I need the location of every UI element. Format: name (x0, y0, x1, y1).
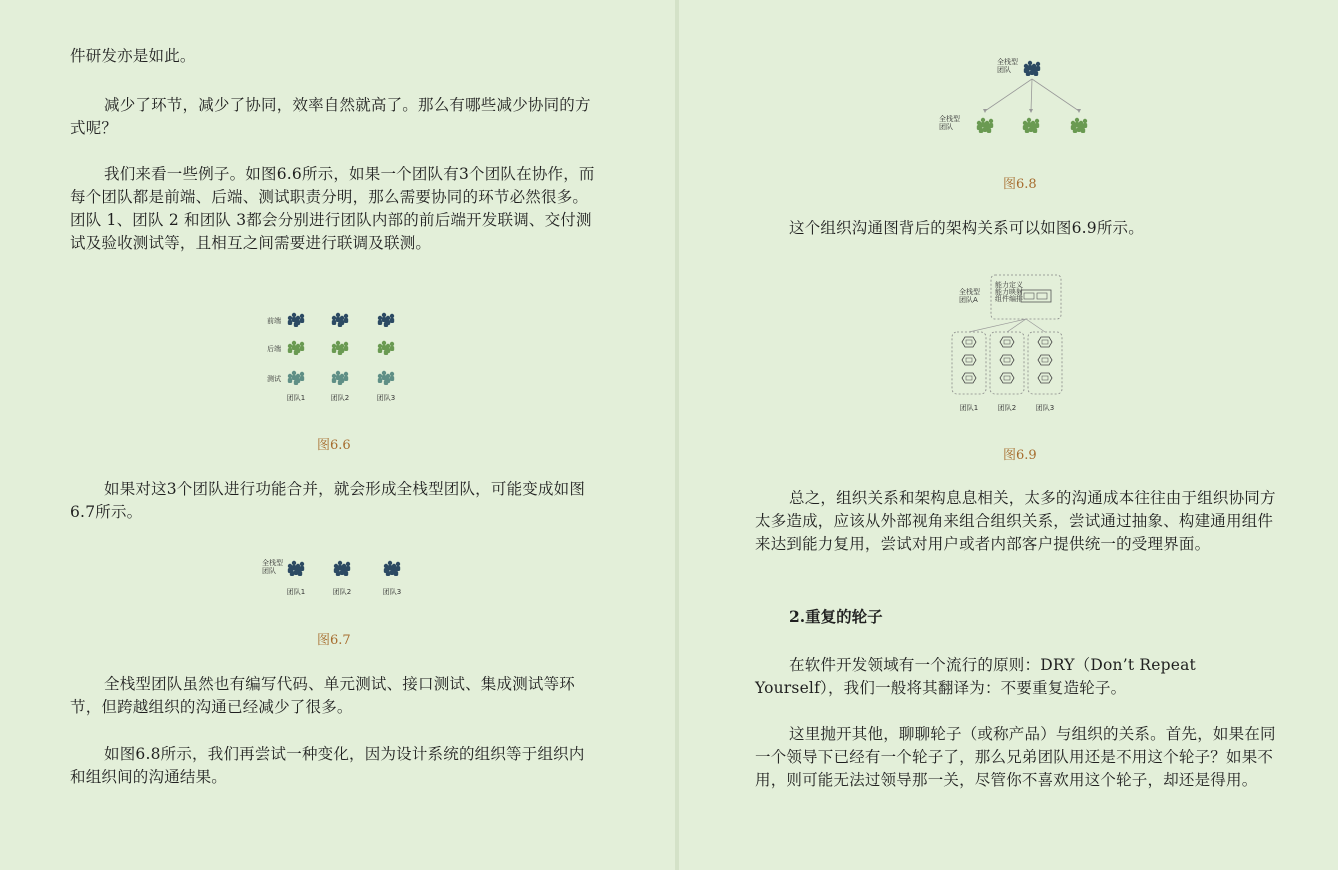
paragraph: 减少了环节，减少了协同，效率自然就高了。那么有哪些减少协同的方式呢？ (70, 96, 591, 137)
team-members-icon (378, 313, 394, 327)
team-label: 团队3 (1035, 404, 1055, 412)
team-members-icon (332, 313, 348, 327)
paragraph: 在软件开发领域有一个流行的原则：DRY（Don’t Repeat Yourself），我们一般将其翻译为：不要重复造轮子。 (755, 656, 1196, 697)
paragraph: 件研发亦是如此。 (70, 47, 196, 65)
fullstack-label: 全栈型 (262, 559, 283, 567)
figure-6-7 (262, 556, 412, 602)
component-icon (962, 355, 976, 365)
fullstack-team-icon (288, 561, 304, 576)
component-icon (962, 373, 976, 383)
component-icon (1038, 355, 1052, 365)
top-team-icon (1024, 61, 1040, 76)
paragraph: 这个组织沟通图背后的架构关系可以如图6.9所示。 (789, 219, 1144, 237)
fullstack-team-icon (977, 118, 993, 133)
team-members-icon (378, 371, 394, 385)
team-members-icon (288, 341, 304, 355)
component-icon (1000, 355, 1014, 365)
paragraph: 全栈型团队虽然也有编写代码、单元测试、接口测试、集成测试等环节，但跨越组织的沟通已经减少了很多。 (70, 675, 576, 716)
fullstack-team-icon (384, 561, 400, 576)
fullstack-label: 团队 (262, 567, 276, 575)
team-a-label: 全栈型 (959, 288, 980, 296)
team-label: 团队3 (382, 588, 402, 596)
top-team-label: 团队 (997, 66, 1011, 74)
paragraph: 如果对这3个团队进行功能合并，就会形成全栈型团队，可能变成如图6.7所示。 (70, 480, 586, 521)
team-label: 团队2 (332, 588, 352, 596)
figure-6-9 (949, 272, 1099, 414)
row-label: 测试 (267, 375, 281, 383)
component-icon (1038, 373, 1052, 383)
figure-6-6 (262, 308, 412, 408)
figure-6-8 (937, 55, 1107, 140)
figure-caption: 图6.9 (1003, 448, 1037, 463)
figure-caption: 图6.7 (317, 633, 351, 648)
left-team-label: 全栈型 (939, 115, 960, 123)
team-box (1028, 332, 1062, 394)
team-members-icon (332, 341, 348, 355)
paragraph: 如图6.8所示，我们再尝试一种变化，因为设计系统的组织等于组织内和组织间的沟通结果。 (70, 745, 585, 786)
team-label: 团队2 (330, 394, 350, 402)
left-team-label: 团队 (939, 123, 953, 131)
arrow (985, 79, 1032, 111)
row-label: 前端 (267, 317, 281, 325)
paragraph: 我们来看一些例子。如图6.6所示，如果一个团队有3个团队在协作，而每个团队都是前端、后端、测试职责分明，那么需要协同的环节必然很多。团队 1、团队 2 和团队 3都会分别进行团队内部的前后端开发联调、交付测试及验收测试等，且相互之间需要进行联调及联测。 (70, 165, 595, 252)
fullstack-team-icon (1071, 118, 1087, 133)
team-box (952, 332, 986, 394)
platform-label: 组件编排 (995, 295, 1023, 303)
platform-label: 能力映射 (995, 288, 1023, 296)
team-label: 团队3 (376, 394, 396, 402)
team-a-label: 团队A (959, 296, 978, 304)
team-box (990, 332, 1024, 394)
component-icon (1038, 337, 1052, 347)
team-members-icon (288, 313, 304, 327)
row-label: 后端 (267, 345, 281, 353)
team-label: 团队1 (959, 404, 979, 412)
team-label: 团队1 (286, 394, 306, 402)
right-page (679, 0, 1338, 870)
fullstack-team-icon (1023, 118, 1039, 133)
top-team-label: 全栈型 (997, 58, 1018, 66)
team-label: 团队2 (997, 404, 1017, 412)
arrow (1031, 79, 1032, 111)
paragraph: 这里抛开其他，聊聊轮子（或称产品）与组织的关系。首先，如果在同一个领导下已经有一个轮子了，那么兄弟团队用还是不用这个轮子？如果不用，则可能无法过领导那一关，尽管你不喜欢用这个轮子，却还是得用。 (755, 725, 1276, 789)
team-label: 团队1 (286, 588, 306, 596)
figure-caption: 图6.8 (1003, 177, 1037, 192)
component-icon (1000, 373, 1014, 383)
component-icon (1000, 337, 1014, 347)
fullstack-team-icon (334, 561, 350, 576)
team-members-icon (378, 341, 394, 355)
arrow (1032, 79, 1079, 111)
team-members-icon (332, 371, 348, 385)
paragraph: 总之，组织关系和架构息息相关，太多的沟通成本往往由于组织协同方太多造成，应该从外部视角来组合组织关系，尝试通过抽象、构建通用组件来达到能力复用，尝试对用户或者内部客户提供统一的受理界面。 (755, 489, 1276, 553)
figure-caption: 图6.6 (317, 438, 351, 453)
section-heading: 2.重复的轮子 (789, 607, 883, 626)
team-members-icon (288, 371, 304, 385)
platform-label: 能力定义 (995, 281, 1023, 289)
component-icon (962, 337, 976, 347)
